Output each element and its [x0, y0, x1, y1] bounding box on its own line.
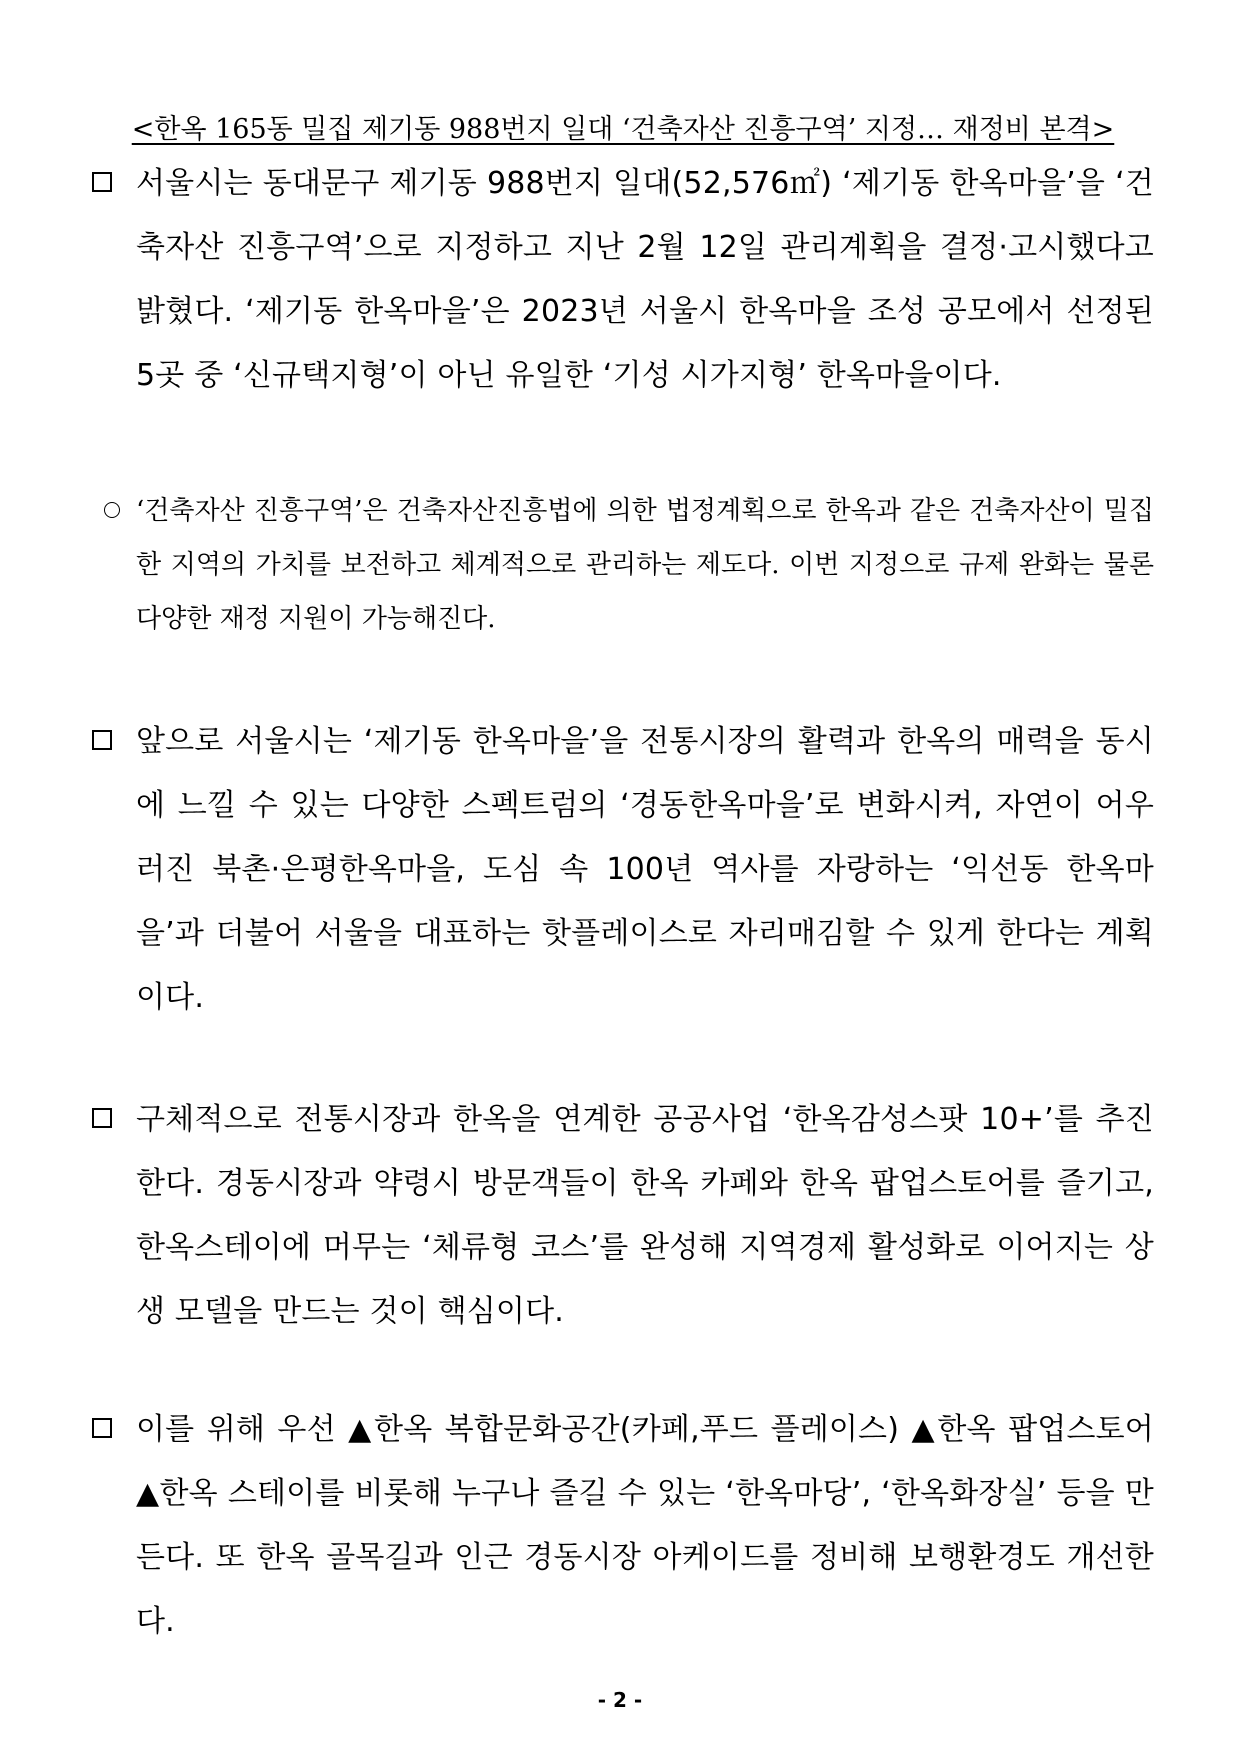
paragraph-text: 이를 위해 우선 ▲한옥 복합문화공간(카페,푸드 플레이스) ▲한옥 팝업스토어 ▲한옥 스테이를 비롯해 누구나 즐길 수 있는 ‘한옥마당’, ‘한옥화장실’ 등을 만든다. 또 한옥 골목길과 인근 경동시장 아케이드를 정비해 보행환경도 개선한다. [136, 1412, 1154, 1639]
paragraph-2 [92, 710, 1154, 1030]
paragraph-text: 앞으로 서울시는 ‘제기동 한옥마을’을 전통시장의 활력과 한옥의 매력을 동시에 느낄 수 있는 다양한 스펙트럼의 ‘경동한옥마을’로 변화시켜, 자연이 어우러진 북촌·은평한옥마을, 도심 속 100년 역사를 자랑하는 ‘익선동 한옥마을’과 더불어 서울을 대표하는 핫플레이스로 자리매김할 수 있게 한다는 계획이다. [136, 724, 1154, 1015]
checkbox-bullet-icon [92, 172, 112, 192]
checkbox-bullet-icon [92, 730, 112, 750]
page-title: <한옥 165동 밀집 제기동 988번지 일대 ‘건축자산 진흥구역’ 지정… 재정비 본격> [131, 114, 1115, 145]
paragraph-1 [92, 152, 1154, 408]
paragraph-text: 서울시는 동대문구 제기동 988번지 일대(52,576㎡) ‘제기동 한옥마을’을 ‘건축자산 진흥구역’으로 지정하고 지난 2월 12일 관리계획을 결정·고시했다고 밝혔다. ‘제기동 한옥마을’은 2023년 서울시 한옥마을 조성 공모에서 선정된 5곳 중 ‘신규택지형’이 아닌 유일한 ‘기성 시가지형’ 한옥마을이다. [136, 166, 1154, 393]
page-number: - 2 - [597, 1688, 643, 1712]
checkbox-bullet-icon [92, 1108, 112, 1128]
sub-paragraph-1 [104, 484, 1154, 646]
sub-paragraph-text: ‘건축자산 진흥구역’은 건축자산진흥법에 의한 법정계획으로 한옥과 같은 건축자산이 밀집한 지역의 가치를 보전하고 체계적으로 관리하는 제도다. 이번 지정으로 규제 완화는 물론 다양한 재정 지원이 가능해진다. [136, 496, 1154, 634]
circle-bullet-icon [104, 502, 120, 518]
paragraph-3 [92, 1088, 1154, 1344]
paragraph-text: 구체적으로 전통시장과 한옥을 연계한 공공사업 ‘한옥감성스팟 10+’를 추진한다. 경동시장과 약령시 방문객들이 한옥 카페와 한옥 팝업스토어를 즐기고, 한옥스테이에 머무는 ‘체류형 코스’를 완성해 지역경제 활성화로 이어지는 상생 모델을 만드는 것이 핵심이다. [136, 1102, 1154, 1329]
paragraph-4 [92, 1398, 1154, 1654]
checkbox-bullet-icon [92, 1418, 112, 1438]
